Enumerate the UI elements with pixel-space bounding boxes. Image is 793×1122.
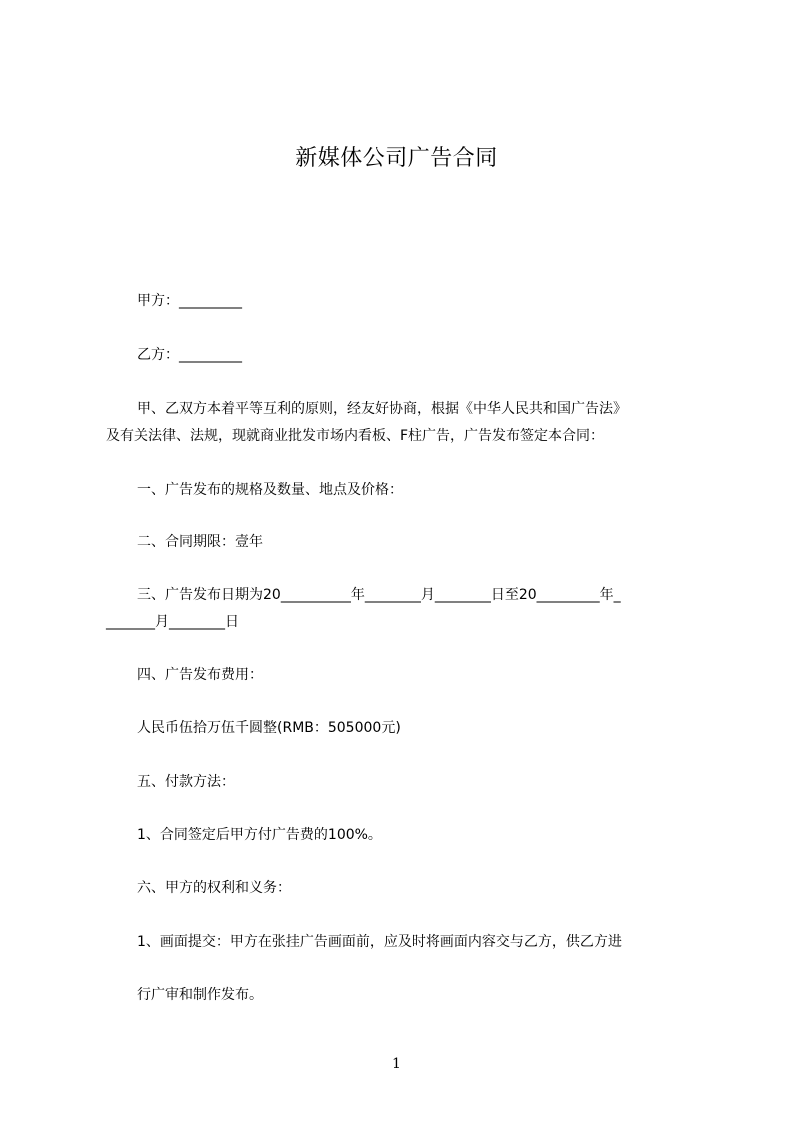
- party-a-line: 甲方：_________: [137, 293, 242, 309]
- clause-3-line-1: 三、广告发布日期为20__________年________月________日至20_________年_: [137, 587, 621, 603]
- page-number: 1: [392, 1056, 401, 1072]
- clause-6-item-1-line-1: 1、画面提交：甲方在张挂广告画面前，应及时将画面内容交与乙方，供乙方进: [137, 934, 622, 950]
- clause-2-heading: 二、合同期限：壹年: [137, 534, 263, 550]
- clause-6-heading: 六、甲方的权利和义务：: [137, 880, 291, 896]
- document-title: 新媒体公司广告合同: [295, 146, 498, 171]
- clause-5-heading: 五、付款方法：: [137, 774, 235, 790]
- clause-6-item-1-line-2: 行广审和制作发布。: [137, 987, 263, 1003]
- preamble-line-2: 及有关法律、法规，现就商业批发市场内看板、F柱广告，广告发布签定本合同：: [106, 428, 605, 444]
- payment-line: 1、合同签定后甲方付广告费的100%。: [137, 827, 382, 843]
- clause-3-line-2: _______月________日: [106, 614, 239, 630]
- preamble-line-1: 甲、乙双方本着平等互利的原则，经友好协商，根据《中华人民共和国广告法》: [137, 401, 627, 417]
- clause-4-heading: 四、广告发布费用：: [137, 667, 263, 683]
- party-b-line: 乙方：_________: [137, 347, 242, 363]
- fee-amount-line: 人民币伍拾万伍千圆整(RMB：505000元): [137, 720, 401, 736]
- clause-1-heading: 一、广告发布的规格及数量、地点及价格：: [137, 482, 403, 498]
